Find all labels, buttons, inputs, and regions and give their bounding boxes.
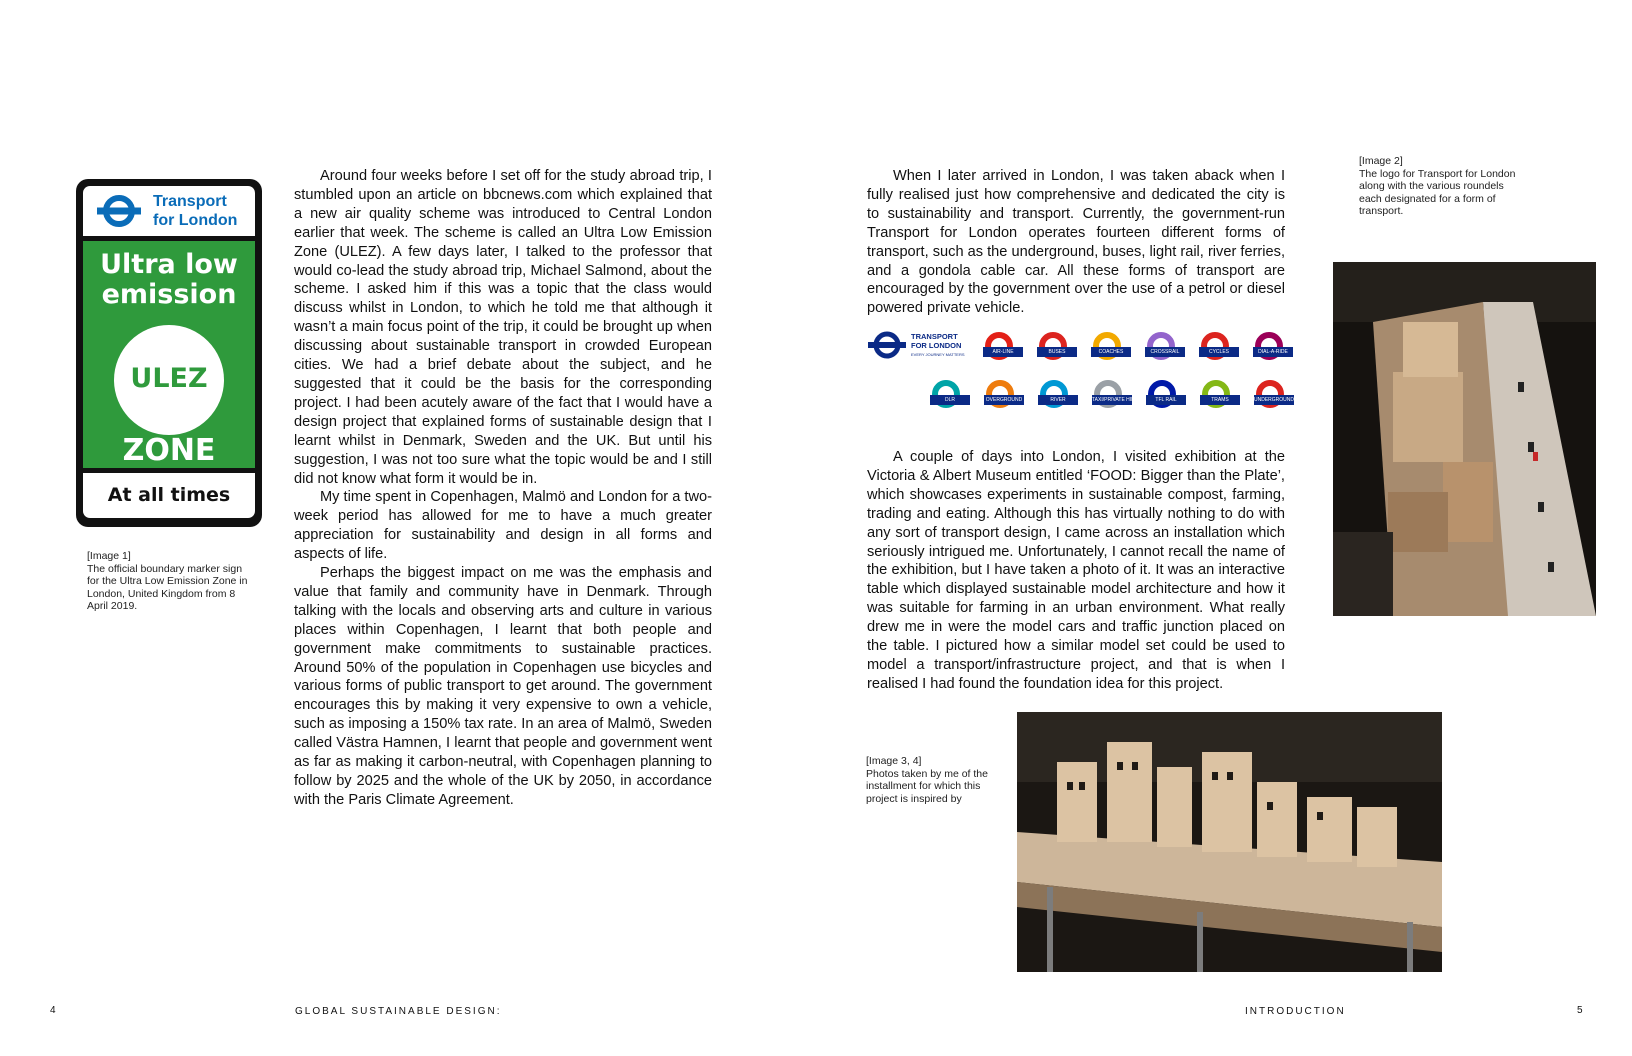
- roundel-label: TFL RAIL: [1146, 395, 1186, 405]
- tfl-logo-line2: FOR LONDON: [911, 341, 962, 350]
- ulez-sign-image: [76, 179, 262, 527]
- roundel-label: BUSES: [1037, 347, 1077, 357]
- image1-caption-label: [Image 1]: [87, 550, 131, 562]
- roundel-label: CYCLES: [1199, 347, 1239, 357]
- roundel-tfl-rail-icon: [1148, 380, 1176, 408]
- roundel-label: TAXI/PRIVATE HIRE: [1092, 397, 1139, 403]
- right-paragraph-2: A couple of days into London, I visited exhibition at the Victoria & Albert Museum entitled ‘FOOD: Bigger than the Plate’, which showcases experiments in sustainable compost, farming, trading and eating. Although this has virtually nothing to do with any sort of transport design, I came across an installation which seriously intrigued me. Unfortunately, I cannot recall the name of the exhibition, but I have taken a photo of it. It was an interactive table which displayed sustainable model architecture and how it was suitable for farming in an urban environment. What really drew me in were the model cars and traffic junction placed on the table. I pictured how a similar model set could be used to model a transport/infrastructure project, and that is when I realised I had found the foundation idea for this project.: [867, 449, 1285, 692]
- roundel-trams-icon: [1202, 380, 1230, 408]
- installation-photo-wide-graphic: [1017, 712, 1442, 972]
- right-footer-title: INTRODUCTION: [1245, 1006, 1346, 1017]
- tfl-logo-line1: TRANSPORT: [911, 332, 958, 341]
- roundel-dial-a-ride-icon: [1255, 332, 1288, 360]
- sign-title-line1: Ultra low: [100, 249, 238, 280]
- tfl-logo-roundel-icon: [867, 330, 907, 360]
- roundel-air-line-icon: [985, 332, 1013, 360]
- sign-zone-text: ZONE: [122, 433, 216, 468]
- ulez-circle: [114, 325, 224, 435]
- right-page-number: 5: [1577, 1005, 1583, 1016]
- image2-caption-label: [Image 2]: [1359, 155, 1403, 167]
- left-footer-title: GLOBAL SUSTAINABLE DESIGN:: [295, 1006, 502, 1017]
- roundel-overground-icon: [985, 380, 1023, 408]
- roundel-label: RIVER: [1038, 395, 1078, 405]
- left-paragraph-3: Perhaps the biggest impact on me was the emphasis and value that family and community have in Denmark. Through talking with the locals and observing arts and culture in various places within Copenhagen, I learnt that both people and government make commitments to sustainable practices. Around 50% of the population in Copenhagen use bicycles and various forms of public transport to get around. The government encourages this by making it very expensive to own a vehicle, such as imposing a 150% tax rate. In an area of Malmö, Sweden called Västra Hamnen, I learnt that people and government went as far as making it carbon-neutral, with Copenhagen planning to follow by 2025 and the whole of the UK by 2050, in accordance with the Paris Climate Agreement.: [294, 565, 712, 808]
- sign-bottom-text: At all times: [107, 484, 231, 506]
- roundel-label: DLR: [930, 395, 970, 405]
- image2-caption-text: The logo for Transport for London along with the various roundels each designated for a form of transport.: [1359, 167, 1516, 218]
- image34-caption-text: Photos taken by me of the installment for which this project is inspired by: [866, 767, 988, 805]
- installation-photo-wide: [1017, 712, 1442, 972]
- roundel-buses-icon: [1039, 332, 1067, 360]
- sign-brand-line2: for London: [153, 212, 238, 229]
- tfl-logo-text: [911, 332, 965, 359]
- roundel-underground-icon: [1254, 380, 1294, 408]
- installation-photo-vertical: [1333, 262, 1596, 616]
- sign-header: [83, 186, 255, 236]
- roundel-label: UNDERGROUND: [1254, 397, 1294, 403]
- installation-photo-vertical-graphic: [1333, 262, 1596, 616]
- roundel-dlr-icon: [932, 380, 960, 408]
- left-paragraph-1: Around four weeks before I set off for the study abroad trip, I stumbled upon an article on bbcnews.com which explained that a new air quality scheme was introduced to Central London earlier that week. The scheme is called an Ultra Low Emission Zone (ULEZ). A few days later, I talked to the professor that would co-lead the study abroad trip, Michael Salmond, about the scheme. I asked him if this was a topic that the class would discuss whilst in London, to which he told me that although it wasn’t a main focus point of the trip, it could be brought up when discussing about sustainable transport in crowded European cities. We had a brief debate about the subject, and he suggested that it could be the basis for the corresponding project. I had been acutely aware of the fact that I would have a design project that explained forms of sustainable design that I learnt whilst in Denmark, Sweden and the UK. But until his suggestion, I was not too sure what the topic would be and I still did not know what form it would be in.: [294, 168, 712, 487]
- sign-green-panel: [83, 241, 255, 468]
- image2-caption: [1359, 155, 1524, 218]
- tfl-roundels-image: [867, 328, 1297, 412]
- sign-brand-line1: Transport: [153, 193, 227, 210]
- image34-caption: [866, 755, 988, 805]
- tfl-roundel-icon: [95, 193, 143, 229]
- right-body-text-1: [867, 167, 1285, 318]
- tfl-logo-tagline: EVERY JOURNEY MATTERS: [911, 352, 965, 357]
- image1-caption: [87, 550, 255, 613]
- left-body-text: [294, 167, 712, 810]
- ulez-circle-text: ULEZ: [130, 363, 208, 394]
- roundel-coaches-icon: [1093, 332, 1124, 360]
- image1-caption-text: The official boundary marker sign for the Ultra Low Emission Zone in London, United Kingdom from 8 April 2019.: [87, 562, 248, 613]
- roundel-label: CROSSRAIL: [1145, 347, 1185, 357]
- roundel-cycles-icon: [1201, 332, 1229, 360]
- roundel-crossrail-icon: [1147, 332, 1180, 360]
- roundel-label: DIAL-A-RIDE: [1253, 347, 1293, 357]
- right-paragraph-1: When I later arrived in London, I was taken aback when I fully realised just how comprehensive and dedicated the city is to sustainability and transport. Currently, the government-run Transport for London operates fourteen different forms of transport, such as the underground, buses, light rail, river ferries, and a gondola cable car. All these forms of transport are encouraged by the government over the use of a petrol or diesel powered private vehicle.: [867, 168, 1285, 317]
- roundel-label: COACHES: [1091, 347, 1131, 357]
- roundel-label: AIR-LINE: [983, 347, 1023, 357]
- sign-title-line2: emission: [101, 279, 237, 310]
- left-paragraph-2: My time spent in Copenhagen, Malmö and London for a two-week period has allowed for me to have a much greater appreciation for sustainability and design in all forms and aspects of life.: [294, 489, 712, 563]
- roundel-label: TRAMS: [1200, 395, 1240, 405]
- image34-caption-label: [Image 3, 4]: [866, 755, 922, 767]
- right-body-text-2: [867, 448, 1285, 694]
- sign-footer: [83, 473, 255, 518]
- roundel-taxi-private-hire-icon: [1092, 380, 1139, 408]
- roundel-label: OVERGROUND: [985, 397, 1023, 403]
- left-page-number: 4: [50, 1005, 56, 1016]
- roundel-river-icon: [1040, 380, 1068, 408]
